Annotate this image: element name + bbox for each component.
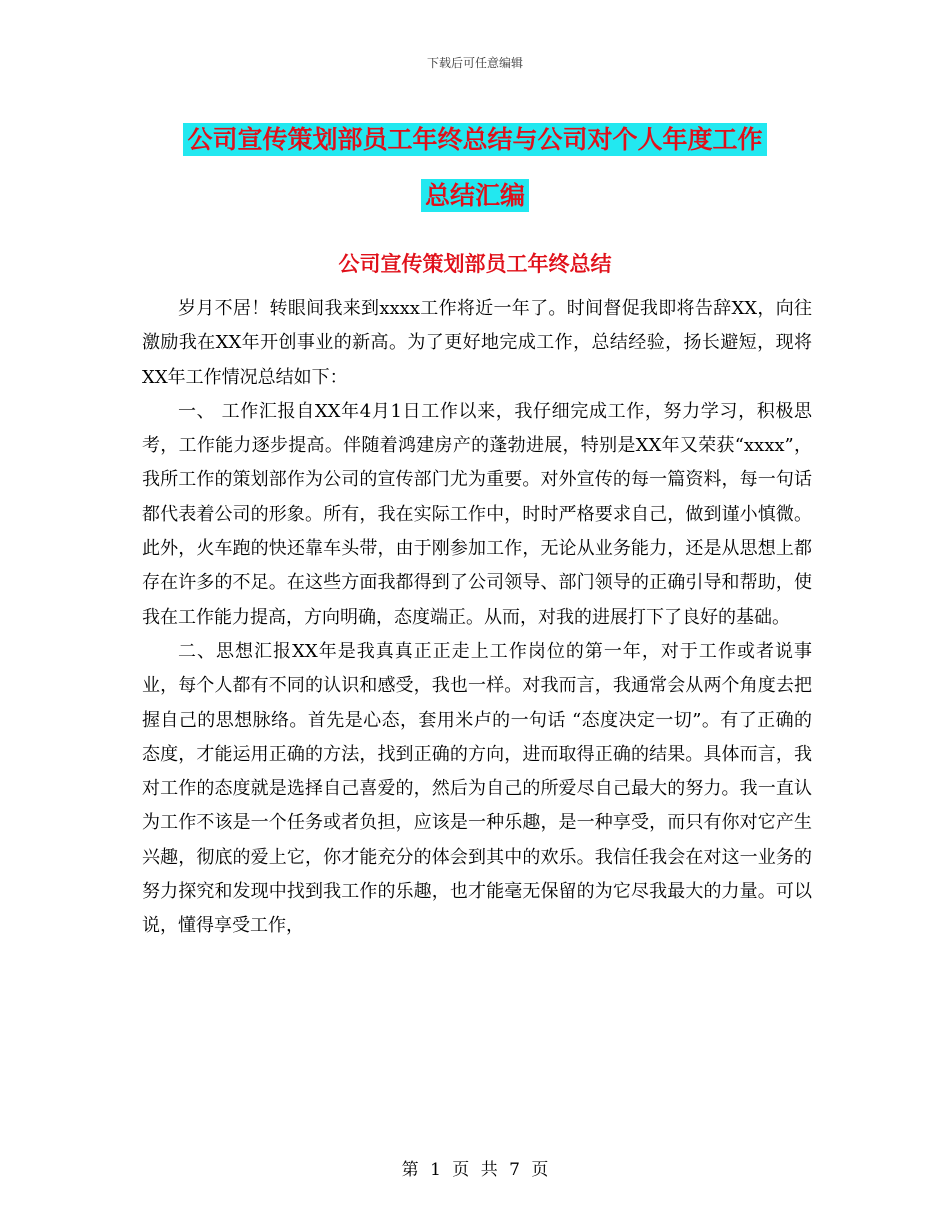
paragraph-intro: 岁月不居！转眼间我来到xxxx工作将近一年了。时间督促我即将告辞XX，向往激励我在XX年开创事业的新高。为了更好地完成工作，总结经验，扬长避短，现将XX年工作情况总结如下： bbox=[142, 298, 812, 388]
header-note: 下载后可任意编辑 bbox=[426, 56, 523, 70]
main-title-line2: 总结汇编 bbox=[421, 179, 529, 212]
paragraph-work-report: 一、 工作汇报自XX年4月1日工作以来，我仔细完成工作，努力学习，积极思考，工作能力逐步提高。伴随着鸿建房产的蓬勃进展，特别是XX年又荣获“xxxx”，我所工作的策划部作为公司的宣传部门尤为重要。对外宣传的每一篇资料，每一句话都代表着公司的形象。所有，我在实际工作中，时时严格要求自己，做到谨小慎微。此外，火车跑的快还靠车头带，由于刚参加工作，无论从业务能力，还是从思想上都存在许多的不足。在这些方面我都得到了公司领导、部门领导的正确引导和帮助，使我在工作能力提高，方向明确，态度端正。从而，对我的进展打下了良好的基础。 bbox=[142, 400, 812, 628]
page-footer: 第 1 页 共 7 页 bbox=[401, 1160, 549, 1180]
main-title bbox=[0, 112, 950, 224]
main-title-line1: 公司宣传策划部员工年终总结与公司对个人年度工作 bbox=[183, 123, 766, 156]
section-title: 公司宣传策划部员工年终总结 bbox=[338, 252, 612, 276]
paragraph-thought-report: 二、思想汇报XX年是我真真正正走上工作岗位的第一年，对于工作或者说事业，每个人都有不同的认识和感受，我也一样。对我而言，我通常会从两个角度去把握自己的思想脉络。首先是心态，套用米卢的一句话 “态度决定一切”。有了正确的态度，才能运用正确的方法，找到正确的方向，进而取得正确的结果。具体而言，我对工作的态度就是选择自己喜爱的，然后为自己的所爱尽自己最大的努力。我一直认为工作不该是一个任务或者负担，应该是一种乐趣，是一种享受，而只有你对它产生兴趣，彻底的爱上它，你才能充分的体会到其中的欢乐。我信任我会在对这一业务的努力探究和发现中找到我工作的乐趣，也才能毫无保留的为它尽我最大的力量。可以说，懂得享受工作， bbox=[142, 640, 812, 937]
document-body bbox=[142, 292, 812, 944]
